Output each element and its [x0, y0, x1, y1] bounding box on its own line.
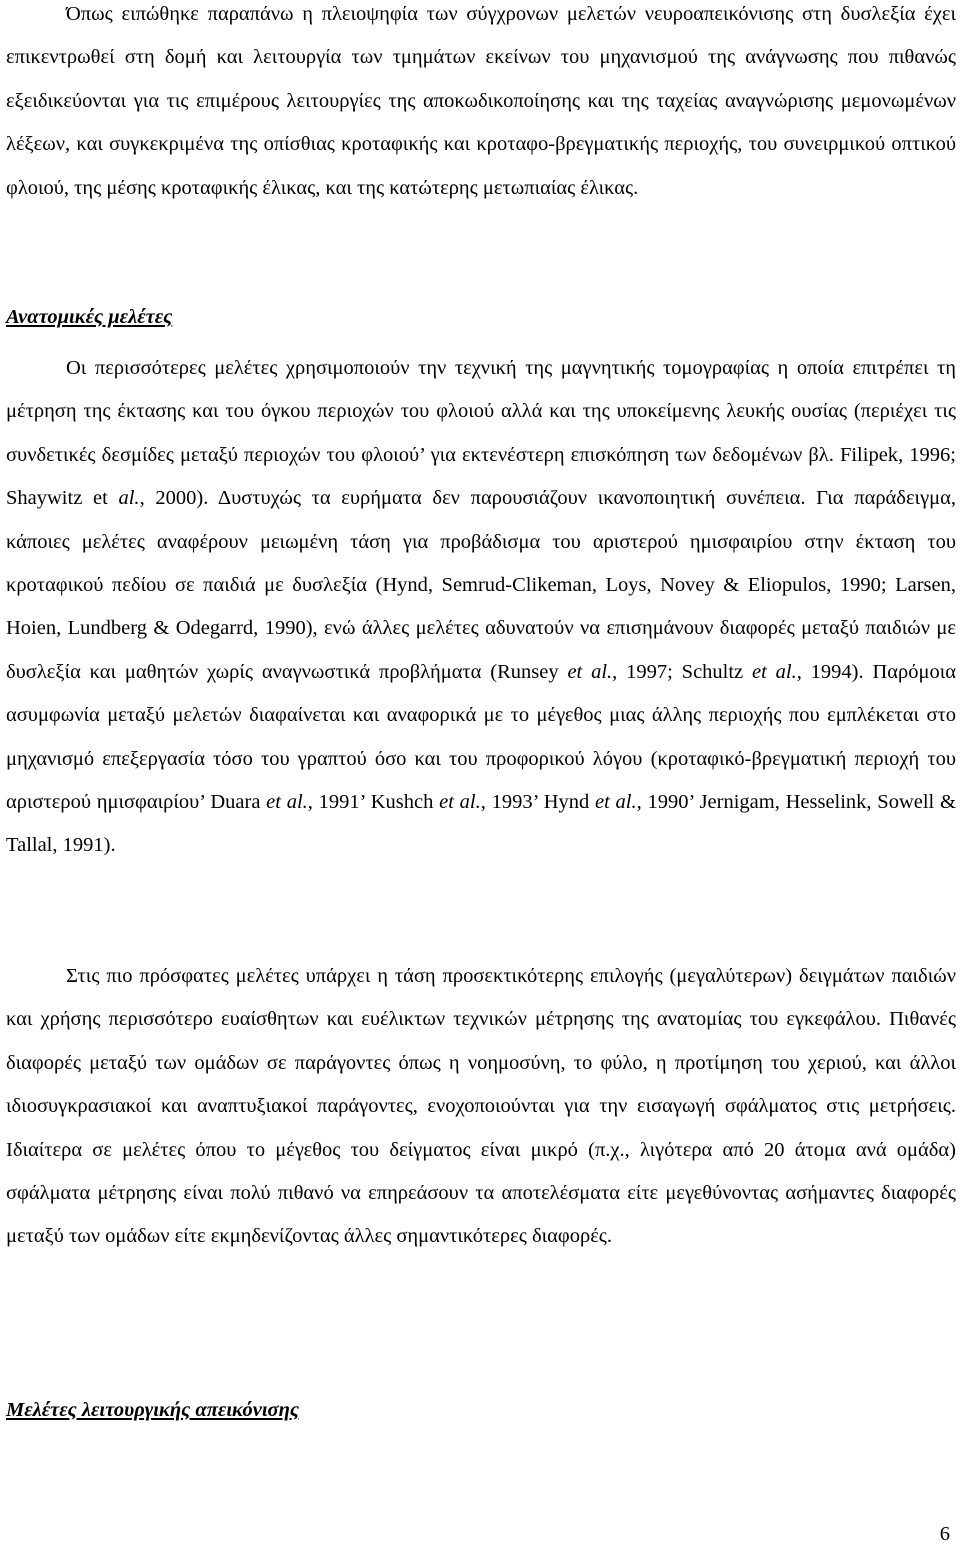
section-heading-functional: Μελέτες λειτουργικής απεικόνισης	[6, 1399, 299, 1421]
text-run: , 1993’ Hynd	[480, 791, 595, 814]
text-run: , 1991’ Kushch	[307, 791, 440, 814]
paragraph-intro: Όπως ειπώθηκε παραπάνω η πλειοψηφία των σύγχρονων μελετών νευροαπεικόνισης στη δυσλεξία έχει επικεντρωθεί στη δομή και λειτουργία των τμημάτων εκείνων του μηχανισμού της ανάγνωσης που πιθανώς εξειδικεύονται για τις επιμέρους λειτουργίες της αποκωδικοποίησης και της ταχείας αναγνώρισης μεμονωμένων λέξεων, και συγκεκριμένα της οπίσθιας κροταφικής και κροταφο-βρεγματικής περιοχής, του συνειρμικού οπτικού φλοιού, της μέσης κροταφικής έλικας, και της κατώτερης μετωπιαίας έλικας.	[6, 3, 956, 199]
citation-italic: et al.	[567, 660, 613, 683]
paragraph-recent-studies: Στις πιο πρόσφατες μελέτες υπάρχει η τάση προσεκτικότερης επιλογής (μεγαλύτερων) δειγμάτων παιδιών και χρήσης περισσότερο ευαίσθητων και ευέλικτων τεχνικών μέτρησης της ανατομίας του εγκεφάλου. Πιθανές διαφορές μεταξύ των ομάδων σε παράγοντες όπως η νοημοσύνη, το φύλο, η προτίμηση του χεριού, και άλλοι ιδιοσυγκρασιακοί και αναπτυξιακοί παράγοντες, ενοχοποιούνται για την εισαγωγή σφάλματος στις μετρήσεις. Ιδιαίτερα σε μελέτες όπου το μέγεθος του δείγματος είναι μικρό (π.χ., λιγότερα από 20 άτομα ανά ομάδα) σφάλματα μέτρησης είναι πολύ πιθανό να επηρεάσουν τα αποτελέσματα είτε μεγεθύνοντας ασήμαντες διαφορές μεταξύ των ομάδων είτε εκμηδενίζοντας άλλες σημαντικότερες διαφορές.	[6, 965, 956, 1248]
text-run: , 2000). Δυστυχώς τα ευρήματα δεν παρουσιάζουν ικανοποιητική συνέπεια. Για παράδειγμα, κάποιες μελέτες αναφέρουν μειωμένη τάση για προβάδισμα του αριστερού ημισφαιρίου στην έκταση του κροταφικού πεδίου σε παιδιά με δυσλεξία (Hynd, Semrud-Clikeman, Loys, Novey & Eliopulos, 1990; Larsen, Hoien, Lundberg & Odegarrd, 1990), ενώ άλλες μελέτες αδυνατούν να επισημάνουν διαφορές μεταξύ παιδιών με δυσλεξία και μαθητών χωρίς αναγνωστικά προβλήματα (Runsey	[6, 487, 956, 683]
citation-italic: et al.	[595, 791, 637, 814]
paragraph-anatomical-studies	[6, 347, 956, 868]
text-run: , 1990’ Jernigam, Hesselink, Sowell & Tallal, 1991).	[6, 791, 956, 857]
citation-italic: et al.	[266, 791, 308, 814]
section-heading-anatomical: Ανατομικές μελέτες	[6, 306, 173, 328]
citation-italic: al.	[118, 487, 140, 510]
document-page	[6, 0, 956, 1543]
citation-italic: et al.	[752, 660, 797, 683]
citation-italic: et al.	[439, 791, 481, 814]
text-run: , 1997; Schultz	[612, 660, 752, 683]
page-number: 6	[939, 1523, 950, 1545]
text-run: Οι περισσότερες μελέτες χρησιμοποιούν την τεχνική της μαγνητικής τομογραφίας η οποία επιτρέπει τη μέτρηση της έκτασης και του όγκου περιοχών του φλοιού αλλά και της υποκείμενης λευκής ουσίας (περιέχει τις συνδετικές δεσμίδες μεταξύ περιοχών του φλοιού’ για εκτενέστερη επισκόπηση των δεδομένων βλ. Filipek, 1996; Shaywitz et	[6, 357, 956, 510]
text-run: , 1994). Παρόμοια ασυμφωνία μεταξύ μελετών διαφαίνεται και αναφορικά με το μέγεθος μιας άλλης περιοχής που εμπλέκεται στο μηχανισμό επεξεργασία τόσο του γραπτού όσο και του προφορικού λόγου (κροταφικό-βρεγματική περιοχή του αριστερού ημισφαιρίου’ Duara	[6, 660, 957, 814]
